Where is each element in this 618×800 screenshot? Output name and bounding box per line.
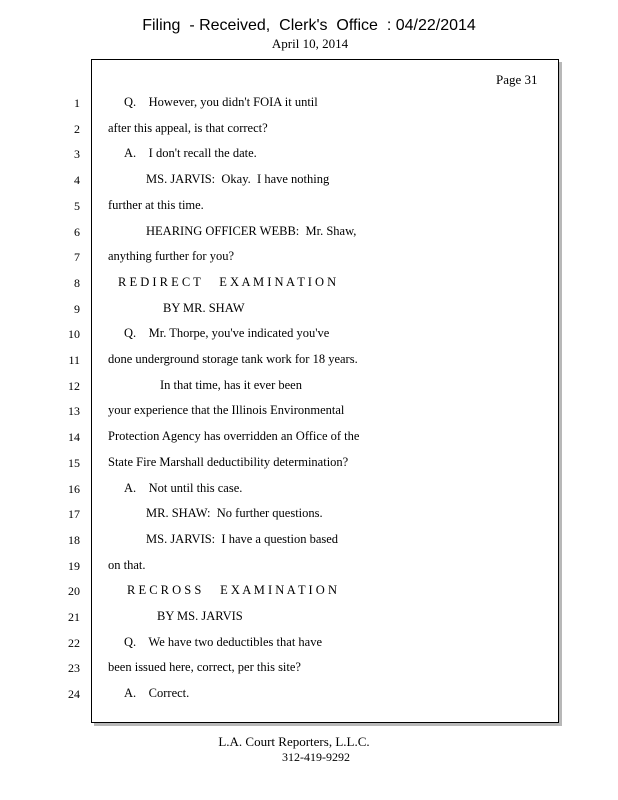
line-text: MS. JARVIS: Okay. I have nothing bbox=[146, 172, 330, 187]
line-number: 23 bbox=[68, 661, 80, 676]
line-number: 1 bbox=[74, 96, 80, 110]
line-text: done underground storage tank work for 18 years. bbox=[108, 352, 358, 366]
line-text: your experience that the Illinois Environmental bbox=[108, 403, 345, 418]
line-text: Protection Agency has overridden an Office of the bbox=[108, 429, 360, 444]
line-text: Q. Mr. Thorpe, you've indicated you've bbox=[124, 326, 330, 341]
line-text: A. Not until this case. bbox=[124, 480, 243, 495]
line-text: State Fire Marshall deductibility determination? bbox=[108, 454, 349, 469]
line-number: 5 bbox=[74, 198, 80, 213]
line-number: 10 bbox=[68, 327, 80, 342]
line-number: 6 bbox=[74, 224, 80, 239]
line-number: 24 bbox=[68, 687, 80, 702]
line-number: 17 bbox=[68, 507, 80, 522]
line-number: 22 bbox=[68, 635, 80, 650]
line-text: anything further for you? bbox=[108, 249, 235, 264]
line-text: Q. We have two deductibles that have bbox=[124, 634, 323, 649]
line-number: 4 bbox=[74, 173, 80, 188]
line-text: A. I don't recall the date. bbox=[124, 146, 257, 161]
line-number: 16 bbox=[68, 481, 80, 496]
filing-stamp: Filing - Received, Clerk's Office : 04/22/2014 bbox=[142, 17, 476, 34]
line-number: 9 bbox=[74, 301, 80, 316]
line-number: 2 bbox=[74, 121, 80, 136]
line-text: MR. SHAW: No further questions. bbox=[146, 506, 323, 521]
line-number: 12 bbox=[68, 378, 80, 393]
line-text: HEARING OFFICER WEBB: Mr. Shaw, bbox=[146, 223, 357, 238]
line-text: BY MS. JARVIS bbox=[157, 609, 243, 623]
line-number: 11 bbox=[68, 353, 80, 367]
line-text: Q. However, you didn't FOIA it until bbox=[124, 95, 318, 109]
reporter-company: L.A. Court Reporters, L.L.C. bbox=[218, 734, 370, 749]
line-number: 21 bbox=[68, 610, 80, 624]
line-text: been issued here, correct, per this site? bbox=[108, 660, 301, 675]
line-number: 8 bbox=[74, 275, 80, 290]
line-text: R E C R O S S E X A M I N A T I O N bbox=[127, 583, 337, 598]
line-text: after this appeal, is that correct? bbox=[108, 120, 268, 135]
line-number: 3 bbox=[74, 147, 80, 162]
line-text: A. Correct. bbox=[124, 686, 190, 701]
line-text: further at this time. bbox=[108, 197, 204, 212]
line-number: 20 bbox=[68, 584, 80, 599]
reporter-phone: 312-419-9292 bbox=[282, 750, 350, 764]
line-number: 18 bbox=[68, 532, 80, 547]
line-number: 13 bbox=[68, 404, 80, 419]
line-text: BY MR. SHAW bbox=[163, 300, 245, 315]
line-number: 19 bbox=[68, 558, 80, 573]
transcript-date: April 10, 2014 bbox=[271, 36, 349, 51]
line-number: 15 bbox=[68, 455, 80, 470]
line-text: MS. JARVIS: I have a question based bbox=[146, 531, 339, 546]
line-text: R E D I R E C T E X A M I N A T I O N bbox=[118, 274, 337, 289]
line-text: In that time, has it ever been bbox=[160, 377, 302, 392]
line-number: 7 bbox=[74, 250, 80, 265]
line-text: on that. bbox=[108, 557, 146, 572]
page-number: Page 31 bbox=[496, 72, 538, 87]
line-number: 14 bbox=[68, 430, 80, 445]
